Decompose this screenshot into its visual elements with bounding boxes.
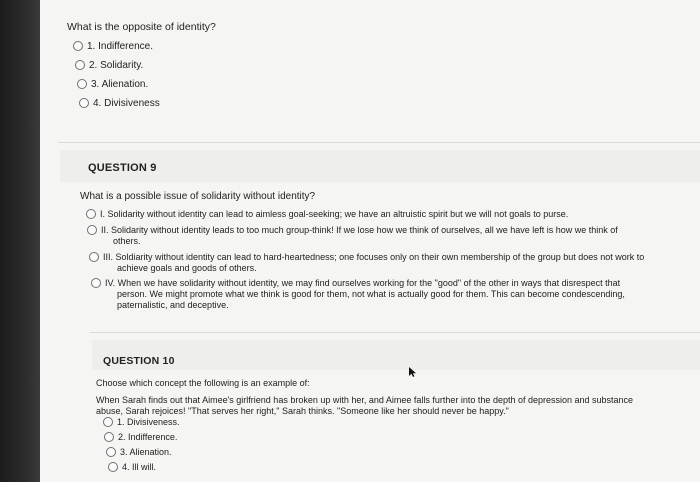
q9-option-3-line1: III. Soldiarity without identity can lead to hard-heartedness; one focuses only on their own membership of the group but does not work to xyxy=(103,252,645,262)
q9-option-1[interactable] xyxy=(86,209,656,220)
quiz-page xyxy=(40,0,700,482)
q9-option-3[interactable] xyxy=(89,252,679,274)
q8-question-text: What is the opposite of identity? xyxy=(67,21,216,33)
q10-scenario-line2: abuse, Sarah rejoices! "That serves her right," Sarah thinks. "Someone like her should never be happy." xyxy=(96,406,509,416)
q9-option-2-line2: others. xyxy=(113,236,141,246)
q9-option-2-line1: II. Solidarity without identity leads to too much group-think! If we lose how we think of ourselves, all we have left is how we think of xyxy=(101,225,618,235)
radio-button[interactable] xyxy=(104,432,114,442)
q9-option-3-line2: achieve goals and goods of others. xyxy=(117,263,257,273)
q10-option-4[interactable] xyxy=(108,462,156,473)
q10-scenario xyxy=(96,395,656,417)
radio-button[interactable] xyxy=(89,252,99,262)
radio-button[interactable] xyxy=(79,98,89,108)
q10-option-1-label: 1. Divisiveness. xyxy=(117,417,180,427)
q10-header-bar xyxy=(92,340,700,370)
q10-option-3[interactable] xyxy=(106,447,172,458)
radio-button[interactable] xyxy=(73,41,83,51)
radio-button[interactable] xyxy=(87,225,97,235)
radio-button[interactable] xyxy=(75,60,85,70)
mouse-cursor-icon xyxy=(409,367,417,377)
q8-option-2[interactable] xyxy=(75,60,143,71)
radio-button[interactable] xyxy=(77,79,87,89)
q8-option-1[interactable] xyxy=(73,41,153,52)
q10-question-text: Choose which concept the following is an example of: xyxy=(96,378,310,388)
q8-option-3-label: 3. Alienation. xyxy=(91,79,149,90)
q10-option-2-label: 2. Indifference. xyxy=(118,432,178,442)
q10-option-2[interactable] xyxy=(104,432,177,443)
q10-scenario-line1: When Sarah finds out that Aimee's girlfriend has broken up with her, and Aimee falls further into the depth of depression and substance xyxy=(96,395,634,405)
radio-button[interactable] xyxy=(91,278,101,288)
q9-option-4[interactable] xyxy=(91,278,651,311)
radio-button[interactable] xyxy=(86,209,96,219)
section-divider xyxy=(58,142,700,143)
q9-question-text: What is a possible issue of solidarity without identity? xyxy=(80,191,316,202)
q8-option-2-label: 2. Solidarity. xyxy=(89,60,144,71)
radio-button[interactable] xyxy=(103,417,113,427)
q9-option-2[interactable] xyxy=(87,225,672,247)
q10-header: QUESTION 10 xyxy=(103,355,175,367)
q9-option-4-line3: paternalistic, and deceptive. xyxy=(117,300,229,310)
q8-option-4[interactable] xyxy=(79,98,160,109)
radio-button[interactable] xyxy=(108,462,118,472)
q8-option-1-label: 1. Indifference. xyxy=(87,41,153,52)
radio-button[interactable] xyxy=(106,447,116,457)
q9-option-4-line2: person. We might promote what we think is good for them, not what is actually good for them. This can become condescending, xyxy=(117,289,625,299)
q10-option-4-label: 4. Ill will. xyxy=(122,462,157,472)
q9-option-4-line1: IV. When we have solidarity without identity, we may find ourselves working for the "good" of the other in ways that disrespect that xyxy=(105,278,621,288)
q10-option-1[interactable] xyxy=(103,417,180,428)
q8-option-3[interactable] xyxy=(77,79,148,90)
q9-option-1-line1: I. Solidarity without identity can lead to aimless goal-seeking; we have an altruistic spirit but we will not goals to purse. xyxy=(100,209,569,219)
q10-option-3-label: 3. Alienation. xyxy=(120,447,172,457)
q8-option-4-label: 4. Divisiveness xyxy=(93,98,160,109)
section-divider xyxy=(90,332,700,333)
left-dark-edge xyxy=(0,0,40,482)
q9-header: QUESTION 9 xyxy=(88,162,157,174)
